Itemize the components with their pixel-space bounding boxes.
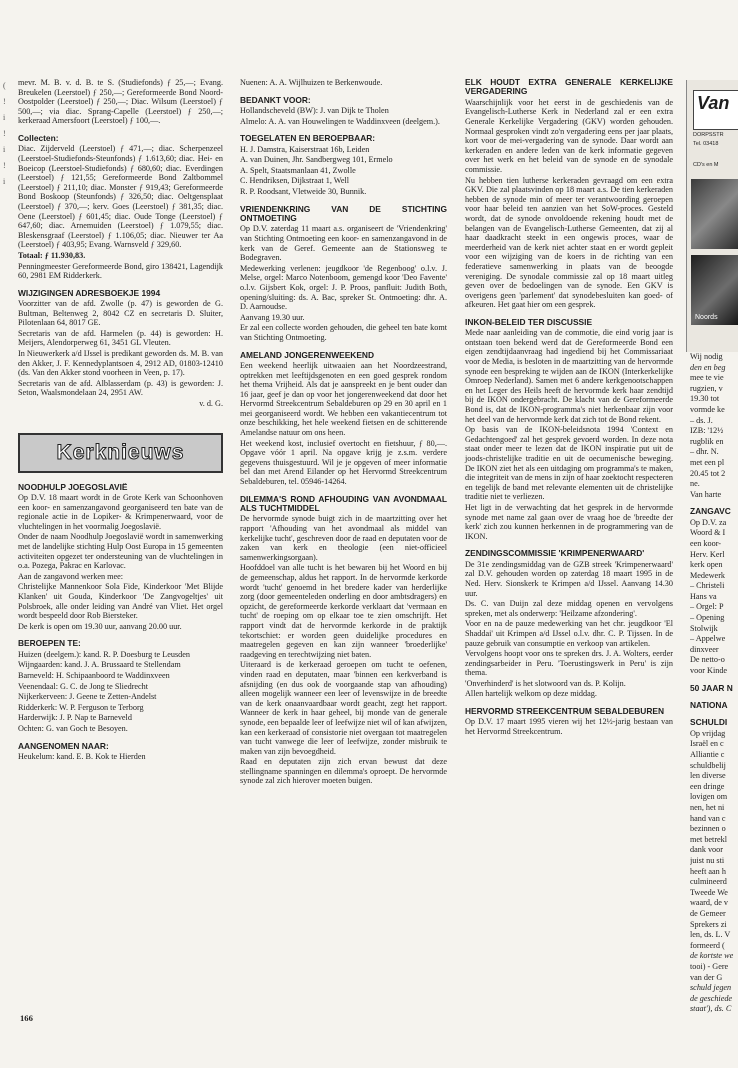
paragraph: Aanvang 19.30 uur. xyxy=(240,312,305,322)
column-3 xyxy=(465,78,673,738)
paragraph: 'Onverhinderd' is het slotwoord van ds. P. Kolijn. xyxy=(465,678,626,688)
paragraph: culmineerd xyxy=(690,877,727,887)
paragraph: Heukelum: kand. E. B. Kok te Hierden xyxy=(18,751,146,761)
paragraph: de geschiede xyxy=(690,993,733,1003)
paragraph: Christelijke Mannenkoor Sola Fide, Kinderkoor 'Met Blijde Klanken' uit Gouda, Kinderkoor 'De Zangvogeltjes' uit Polsbroek, alle onder leiding van André van Vliet. Het orgel wordt bespeeld door Rob Biersteker. xyxy=(18,582,223,621)
paragraph: Op D.V. zaterdag 11 maart a.s. organiseert de 'Vriendenkring' van Stichting Ontmoeting een koor- en samenzangavond in de kerk van de Geref. Gemeente aan de Stationsweg te Bodegraven. xyxy=(240,224,447,263)
paragraph: Huizen (deelgem.): kand. R. P. Doesburg te Leusden xyxy=(18,649,190,659)
section-heading: DILEMMA'S ROND AFHOUDING VAN AVONDMAAL ALS TUCHTMIDDEL xyxy=(240,493,447,514)
paragraph: – Orgel: P xyxy=(690,602,724,612)
ad-logo: Van xyxy=(693,90,738,130)
paragraph: Het ligt in de verwachting dat het gesprek in de hervormde synode met name zal gaan over de vraag hoe de 'breedte der kerk' zich zou kunnen herkennen in de programmering van de IKON. xyxy=(465,502,673,541)
paragraph: – ds. J. xyxy=(690,415,713,425)
paragraph: A. Spelt, Staatsmanlaan 41, Zwolle xyxy=(240,165,356,175)
section-heading: NOODHULP JOEGOSLAVIË xyxy=(18,481,128,492)
paragraph: formeerd ( xyxy=(690,940,725,950)
paragraph: – Appelwe xyxy=(690,634,726,644)
section-heading: HERVORMD STREEKCENTRUM SEBALDEBUREN xyxy=(465,706,664,717)
ad-photo-2 xyxy=(691,255,738,325)
paragraph: vormde ke xyxy=(690,404,725,414)
section-heading: BEROEPEN TE: xyxy=(18,638,81,649)
paragraph: Veenendaal: G. C. de Jong te Sliedrecht xyxy=(18,681,149,691)
margin-marks: ( ! i ! i ! i xyxy=(3,81,6,186)
paragraph: Woord & I xyxy=(690,528,726,538)
paragraph: In Nieuwerkerk a/d IJssel is predikant geworden ds. M. B. van den Akker, J. F. Kennedyplantsoen 4, 2912 AD, 01803-12410 (ds. Van den Akker stond voorheen in Veen, p. 17). xyxy=(18,349,223,378)
paragraph: rugblik en xyxy=(690,436,724,446)
paragraph: De hervormde synode buigt zich in de maartzitting over het rapport 'Afhouding van het avondmaal als middel van kerkelijke tucht', geschreven door de raad en deputaten voor de zaken van kerk en theologie (een niet-officieel samenwerkingsorgaan). xyxy=(240,514,447,562)
column-4-cropped xyxy=(690,352,738,1015)
paragraph: Ochten: G. van Goch te Besoyen. xyxy=(18,723,128,733)
paragraph: een dringe xyxy=(690,781,725,791)
paragraph: Stolwijk xyxy=(690,623,718,633)
section-heading: ZENDINGSCOMMISSIE 'KRIMPENERWAARD' xyxy=(465,548,645,559)
paragraph: Vervolgens hoopt voor ons te spreken drs. J. A. Wolters, eerder zendingsarbeider in Peru. 'Toerustingswerk in Peru' is zijn thema. xyxy=(465,649,673,678)
paragraph: Alliantie c xyxy=(690,750,725,760)
section-heading: TOEGELATEN EN BEROEPBAAR: xyxy=(240,133,376,144)
paragraph: Een weekend heerlijk uitwaaien aan het Noordzeestrand, optrekken met leeftijdsgenoten en een goed gesprek rondom het thema Vrijheid. Als dat je aanspreekt en je bent ouder dan 16 jaar, geef je dan op voor het jongerenweekend dat door het Hervormd Streekcentrum Sebaldeburen op 29 en 30 april en 1 mei georganiseerd wordt. We hebben een vakantiecentrum tot onze beschikking, het hele weekend fietsen en de schitterende Amelandse natuur om ons heen. xyxy=(240,360,447,438)
paragraph: nen, het ni xyxy=(690,803,725,812)
section-heading: VRIENDENKRING VAN DE STICHTING ONTMOETING xyxy=(240,203,447,223)
paragraph: Ds. C. van Duijn zal deze middag openen en vervolgens spreken, met als onderwerp: 'Heilzame afzondering'. xyxy=(465,599,673,618)
paragraph: Op D.V. za xyxy=(690,517,727,527)
paragraph: – Christeli xyxy=(690,581,725,591)
section-banner-label: Kerknieuws xyxy=(56,440,185,464)
paragraph: Nijkerkerveen: J. Geene te Zetten-Andelst xyxy=(18,692,157,702)
paragraph: bezinnen o xyxy=(690,824,726,834)
paragraph: heeft aan h xyxy=(690,866,726,876)
paragraph: Totaal: ƒ 11.930,83. xyxy=(18,250,86,260)
paragraph: Op basis van de IKON-beleidsnota 1994 'Context en Gedachtengoed' zal het gesprek gevoerd worden. In deze nota staat onder meer te lezen dat de IKON inspiratie put uit de joods-christelijke traditie en uit de oecumenische beweging. De IKON ziet het als een uitdaging om programma's te maken, die integriteit van de mens in zijn of haar zoektocht respecteren en tegelijk de band met relevante elementen uit de christelijke traditie niet te verliezen. xyxy=(465,425,673,502)
paragraph: Hoofddoel van alle tucht is het bewaren bij het Woord en bij de gemeenschap, aldus het rapport. In de hervormde kerkorde wordt 'tucht' genoemd in het bredere kader van herderlijke zorg (door gemeenteleden onderling en door ambtsdragers) en opzicht, de gereformeerde kerkorde verklaart dat 'vermaan en tucht' de roeping om op elkaar toe te zien omschrijft. Het rapport vindt dat de hervormde kerkorde in de praktijk tekortschiet: er worden geen duidelijke procedures en maatregelen gegeven en kan zijn wanneer 'broederlijke' raadgeving en terechtwijzing niet baten. xyxy=(240,563,447,659)
paragraph: Het weekend kost, inclusief overtocht en fietshuur, ƒ 80,—. Opgave vóór 1 april. Na opgave krijg je z.s.m. verdere gegevens thuisgestuurd. Wil je je opgeven of meer informatie bel dan met Arend Eilander op het Hervormd Streekcentrum Sebaldeburen, tel. 05946-14264. xyxy=(240,438,447,487)
ad-photo-caption: Noords xyxy=(695,314,718,321)
section-heading: WIJZIGINGEN ADRESBOEKJE 1994 xyxy=(18,287,161,298)
paragraph: den en beg xyxy=(690,362,726,372)
paragraph: H. J. Damstra, Kaiserstraat 16b, Leiden xyxy=(240,144,370,154)
paragraph: kerk open xyxy=(690,560,723,570)
paragraph: Raad en deputaten zijn zich ervan bewust dat deze stellingname spanningen en dilemma's oproept. De hervormde synode zal zich hierover moeten buigen. xyxy=(240,757,447,786)
paragraph: tooi) - Gere xyxy=(690,961,729,971)
paragraph: Wijngaarden: kand. J. A. Brussaard te Stellendam xyxy=(18,660,181,670)
paragraph: Penningmeester Gereformeerde Bond, giro 138421, Lagendijk 60, 2981 EM Ridderkerk. xyxy=(18,261,223,281)
paragraph: Harderwijk: J. P. Nap te Barneveld xyxy=(18,713,132,723)
paragraph: Diac. Zijderveld (Leerstoel) ƒ 471,—; diac. Scherpenzeel (Leerstoel-Studiefonds-Steunfonds) ƒ 1.613,60; diac. Hei- en Boeicop (Leerstoel-Studiefonds) ƒ 680,60; diac. Everdingen (Leerstoel) ƒ 121,55; Gereformeerde Bond Zaltbommel (Leerstoel) ƒ 211,10; diac. Monster ƒ 919,43; Gereformeerde Bond Boskoop (Steunfonds) ƒ 326,50; diac. Oeltgensplaat (Leerstoel) ƒ 370,—; kerv. Goes (Leerstoel) ƒ 381,35; diac. Oene (Leerstoel) ƒ 601,45; diac. Oude Tonge (Leerstoel) ƒ 647,60; diac. Arnemuiden (Leerstoel) ƒ 1.079,55; diac. Bleskensgraaf (Leerstoel) ƒ 1.106,05; diac. Nieuwer ter Aa (Leerstoel) ƒ 403,95; Evang. Warnsveld ƒ 329,60. xyxy=(18,144,223,250)
paragraph: Mede naar aanleiding van de commotie, die eind vorig jaar is ontstaan toen bekend werd dat de Gereformeerde Bond een eigen zendtijdaanvraag had ingediend bij het Commissariaat voor de Media, is besloten in de maartzitting van de hervormde synode een bespreking te wijden aan de IKON (Interkerkelijke Omroep Nederland). Samen met 6 andere kerkgenootschappen en het Leger des Heils heeft de hervormde kerk haar zendtijd bij de IKON ondergebracht. De klacht van de Gereformeerde Bond is, dat de IKON-programma's niet herkenbaar zijn voor het deel van de hervormde kerk dat zich tot de Bond rekent. xyxy=(465,328,673,424)
paragraph: v. d. G. xyxy=(199,399,223,409)
paragraph: met betrekl xyxy=(690,834,728,844)
paragraph: staat'), ds. C xyxy=(690,1004,732,1014)
paragraph: Ridderkerk: W. P. Ferguson te Terborg xyxy=(18,702,144,712)
paragraph: Nuenen: A. A. Wijlhuizen te Berkenwoude. xyxy=(240,78,383,87)
section-heading: BEDANKT VOOR: xyxy=(240,94,311,105)
paragraph: van der G xyxy=(690,972,723,982)
ad-phone: Tel. 03418 xyxy=(693,141,719,147)
paragraph: Nu hebben tien lutherse kerkeraden gevraagd om een extra GKV. Die zal plaatsvinden op 18 maart a.s. De tien kerkeraden hebben de synode min of meer ter verantwoording geroepen voor haar beleid ten aanzien van het SoW-proces. Gesteld wordt, dat de synode onvoldoende rekening houdt met de belangen van de Evangelisch-Lutherse Gemeenten, dat zij al haar daadkracht steekt in een ongewis proces, waar de meerderheid van de kerk niet achter staat en er wordt gepleit voor een wijziging van de koers in de richting van een federatieve samenwerking in plaats van de beoogde vereniging. De synodale commissie zal op 18 maart uitleg geven over de bedoelingen van de synode. Een GKV is overigens geen 'parlement' dat synodebesluiten kan goed- of afkeuren. Het gaat hier om een gesprek. xyxy=(465,175,673,310)
paragraph: Hans va xyxy=(690,591,717,601)
section-heading: AMELAND JONGERENWEEKEND xyxy=(240,349,375,360)
paragraph: met een pl xyxy=(690,457,725,467)
paragraph: Op D.V. 18 maart wordt in de Grote Kerk van Schoonhoven een koor- en samenzangavond georganiseerd ten bate van de regionale actie in de Lopiker- & Krimpenerwaard, voor de vluchtelingen in het voormalig Joegoslavië. xyxy=(18,493,223,531)
paragraph: De 31e zendingsmiddag van de GZB streek 'Krimpenerwaard' zal D.V. gehouden worden op zaterdag 18 maart 1995 in de Ned. Herv. Sionskerk te Krimpen a/d IJssel. Aanvang 14.30 uur. xyxy=(465,559,673,598)
paragraph: Voorzitter van de afd. Zwolle (p. 47) is geworden de G. Bultman, Beltenweg 2, 8042 CZ en secretaris D. Sluiter, Pilotenlaan 64, 8017 GE. xyxy=(18,299,223,328)
ad-photo xyxy=(691,179,738,249)
paragraph: A. van Duinen, Jhr. Sandbergweg 101, Ermelo xyxy=(240,155,393,165)
paragraph: – Opening xyxy=(690,613,725,623)
paragraph: Secretaris van de afd. Harmelen (p. 44) is geworden: H. Meijers, Alendorperweg 61, 3451 GL Vleuten. xyxy=(18,328,223,348)
ad-address: DORPSSTR xyxy=(693,132,724,138)
paragraph: Herv. Kerl xyxy=(690,549,725,559)
paragraph: de Gemeer xyxy=(690,908,726,918)
paragraph: – dhr. N. xyxy=(690,447,719,457)
paragraph: dinxveer xyxy=(690,644,719,654)
paragraph: Tweede We xyxy=(690,887,728,897)
section-banner xyxy=(18,433,223,473)
paragraph: Uiteraard is de kerkeraad geroepen om tucht te oefenen, vinden raad en deputaten, maar 'binnen een kerkverband is afsnijding (en dus ook de voorgaande stap van afhouding) alleen mogelijk wanneer een leer of levenswijze in de breedte van de kerk onaanvaardbaar wordt geacht, zegt het rapport. Wanneer de kerk in haar geheel, bij monde van de generale synode, een bepaalde leer of leefwijze niet wil of kan afwijzen, kan een kerkeraad of consistorie niet overgaan tot maatregelen van tucht vanwege die leer of leefwijze, zonder misbruik te maken van zijn bevoegdheid. xyxy=(240,660,447,756)
paragraph: dank voor xyxy=(690,845,723,855)
ad-tagline: CD's en M xyxy=(693,162,719,168)
paragraph: Aan de zangavond werken mee: xyxy=(18,571,124,581)
paragraph: mevr. M. B. v. d. B. te S. (Studiefonds) ƒ 25,—; Evang. Breukelen (Leerstoel) ƒ 250,—; Gereformeerde Bond Noord-Oostpolder (Leerstoel) ƒ 250,—; Diac. Wilsum (Leerstoel) ƒ 500,—; via diac. Sprang-Capelle (Leerstoel) ƒ 250,—; kerkeraad Amersfoort (Leerstoel) ƒ 100,—. xyxy=(18,78,223,126)
paragraph: Medewerking verlenen: jeugdkoor 'de Regenboog' o.l.v. J. Melse, orgel: Marco Notenboom, gemengd koor 'Deo Favente' o.l.v. Gijsbert Kok, orgel: J. P. Proos, panfluit: Judith Both, opening/sluiting: ds. A. Bac, spreker St. Ontmoeting: dhr. A. D. Aarnoudse. xyxy=(240,263,447,312)
paragraph: Israël en c xyxy=(690,739,724,749)
section-heading: Collecten: xyxy=(18,132,59,143)
paragraph: Waarschijnlijk voor het eerst in de geschiedenis van de Evangelisch-Lutherse Kerk in Nederland zal er een extra Generale Kerkelijke Vergadering (GKV) worden gehouden. Normaal gesproken vindt zo'n vergadering eens per jaar plaats, kort voor de mei-vergadering van de synode. Daar wordt aan kerkeraden en andere leden van de kerk informatie gegeven over het werk en het beleid van de synode en de synodale commissie. xyxy=(465,97,673,174)
paragraph: Van harte xyxy=(690,489,722,499)
paragraph: rugzien, v xyxy=(690,383,723,393)
paragraph: Onder de naam Noodhulp Joegoslavië wordt in samenwerking met de landelijke stichting Hulp Oost Europa in 15 gemeenten activiteiten opgezet ter ondersteuning van de vluchtelingen in o.a. Pozega, Pakrac en Karlovac. xyxy=(18,532,223,571)
paragraph: IZB: '12½ xyxy=(690,426,724,436)
column-2 xyxy=(240,78,447,787)
paragraph: lovigen om xyxy=(690,792,728,802)
paragraph: len diverse xyxy=(690,771,726,781)
paragraph: Op D.V. 17 maart 1995 vieren wij het 12½-jarig bestaan van het Hervormd Streekcentrum. xyxy=(465,717,673,737)
section-heading: AANGENOMEN NAAR: xyxy=(18,740,109,751)
paragraph: Secretaris van de afd. Alblasserdam (p. 43) is geworden: J. Seton, Waalsmondelaan 24, 2951 AW. xyxy=(18,378,223,398)
paragraph: De kerk is open om 19.30 uur, aanvang 20.00 uur. xyxy=(18,621,182,631)
paragraph: Er zal een collecte worden gehouden, die geheel ten bate komt van Stichting Ontmoeting. xyxy=(240,323,447,342)
paragraph: een koor- xyxy=(690,538,721,548)
section-heading: ELK HOUDT EXTRA GENERALE KERKELIJKE VERGADERING xyxy=(465,77,673,97)
paragraph: Wij nodig xyxy=(690,352,723,361)
paragraph: voor Kinde xyxy=(690,666,728,676)
section-heading: INKON-BELEID TER DISCUSSIE xyxy=(465,316,593,327)
paragraph: Sprekers zi xyxy=(690,919,727,929)
paragraph: Allen hartelijk welkom op deze middag. xyxy=(465,689,597,699)
section-heading: SCHULDI xyxy=(690,717,728,728)
paragraph: 19.30 tot xyxy=(690,394,720,404)
paragraph: 20.45 tot 2 xyxy=(690,468,726,478)
paragraph: Almelo: A. A. van Houwelingen te Waddinxveen (deelgem.). xyxy=(240,116,440,126)
paragraph: mee te vie xyxy=(690,373,724,383)
paragraph: Medewerk xyxy=(690,570,726,580)
section-heading: ZANGAVC xyxy=(690,506,731,517)
section-heading: 50 JAAR N xyxy=(690,682,733,693)
section-heading: NATIONA xyxy=(690,700,728,711)
paragraph: ne. xyxy=(690,479,700,489)
paragraph: schuld jegen xyxy=(690,983,732,993)
paragraph: juist nu sti xyxy=(690,855,725,865)
page-number: 166 xyxy=(20,1013,33,1023)
paragraph: hand van c xyxy=(690,813,726,823)
column-1 xyxy=(18,78,223,763)
paragraph: schuldbelij xyxy=(690,760,726,770)
paragraph: Barneveld: H. Schipaanboord te Waddinxveen xyxy=(18,670,170,680)
paragraph: R. P. Roodsant, Vletweide 30, Bunnik. xyxy=(240,186,367,196)
paragraph: De netto-o xyxy=(690,655,725,665)
paragraph: Voor en na de pauze medewerking van het chr. jeugdkoor 'El Shaddai' uit Krimpen a/d IJssel o.l.v. dhr. C. P. Tijssen. In de pauze gebruik van consumptie en verkoop van artikelen. xyxy=(465,619,673,648)
advertisement xyxy=(686,80,738,352)
paragraph: Hollandscheveld (BW): J. van Dijk te Tholen xyxy=(240,106,389,115)
paragraph: Op vrijdag xyxy=(690,728,726,738)
paragraph: len, ds. L. V xyxy=(690,930,731,940)
paragraph: waard, de v xyxy=(690,898,728,908)
paragraph: de kortste we xyxy=(690,951,734,961)
paragraph: C. Hendriksen, Dijkstraat 1, Well xyxy=(240,176,350,186)
